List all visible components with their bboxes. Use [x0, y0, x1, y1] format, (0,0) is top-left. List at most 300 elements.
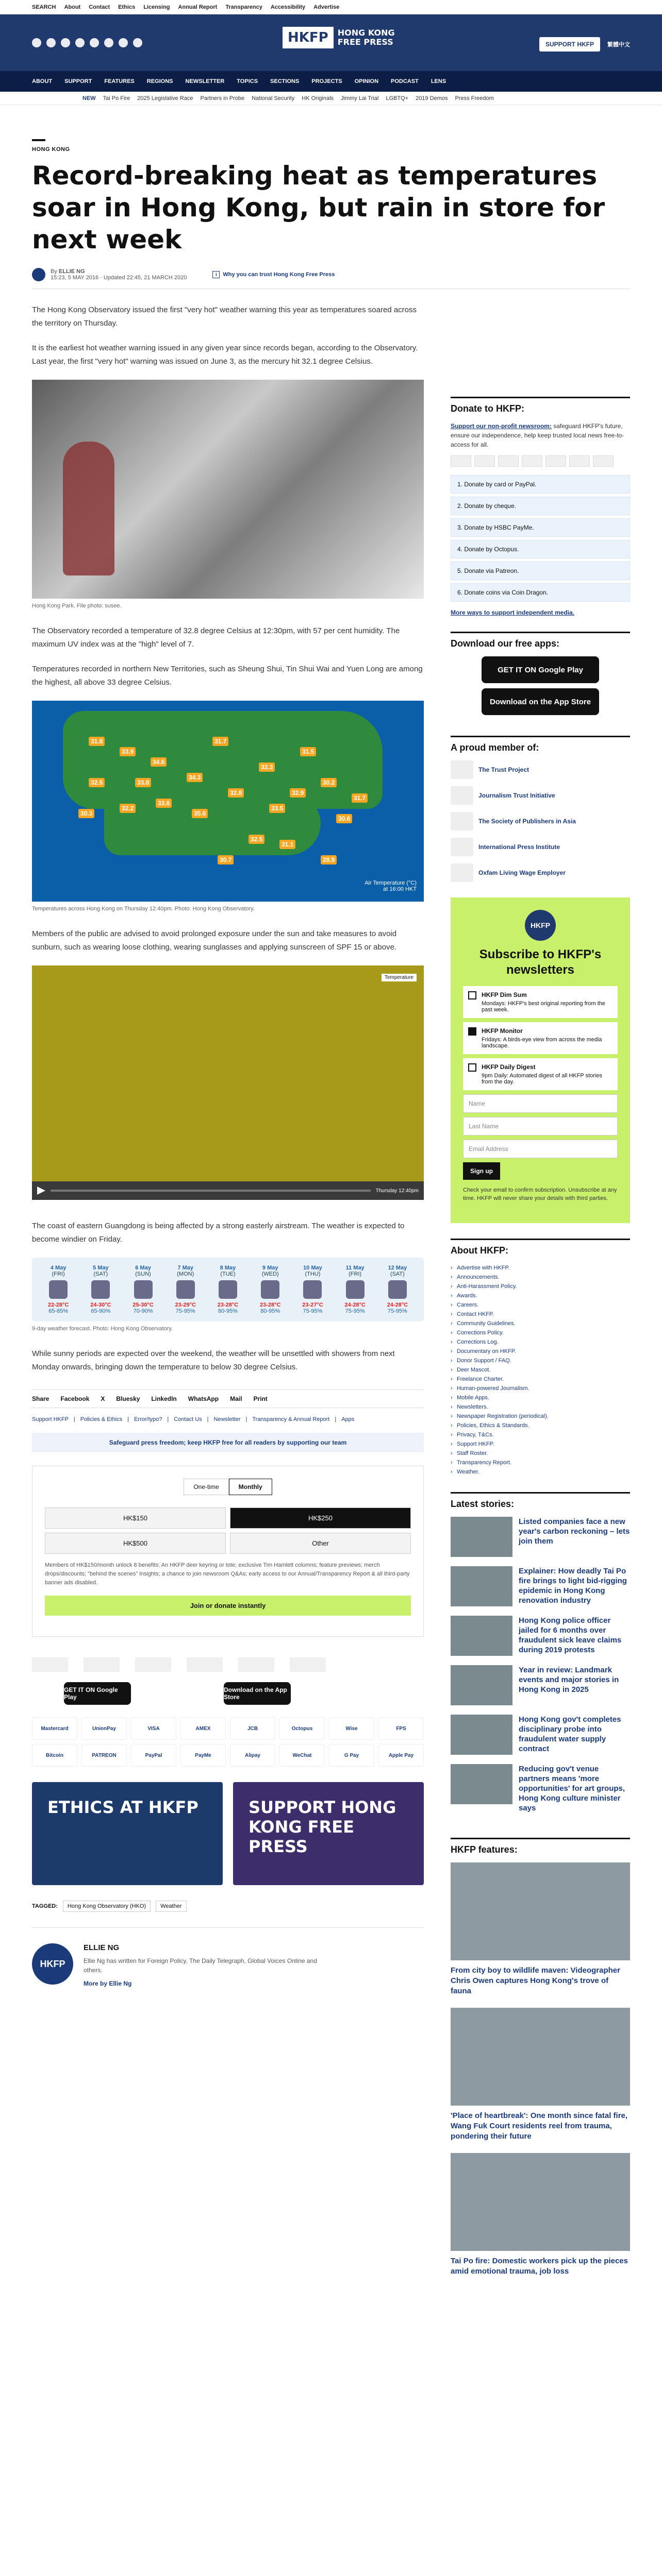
forecast-day	[251, 1265, 289, 1314]
topbar-link[interactable]: Accessibility	[270, 4, 306, 10]
linkedin-icon[interactable]	[90, 38, 99, 47]
author-box	[32, 1927, 424, 1987]
author-name[interactable]: ELLIE NG	[84, 1943, 120, 1952]
hkpa-logo[interactable]	[290, 1657, 326, 1672]
forecast-humidity: 70-90%	[133, 1308, 153, 1314]
jti-logo[interactable]	[84, 1657, 120, 1672]
forecast-weekday: (WED)	[261, 1271, 279, 1277]
payment-method[interactable]: PayPal	[131, 1744, 176, 1767]
share-bar	[32, 1389, 424, 1408]
logo-mark: HKFP	[283, 27, 334, 48]
forecast-temp: 24-28°C	[387, 1302, 408, 1308]
temperature-animation[interactable]	[32, 965, 424, 1200]
member-org[interactable]	[451, 863, 630, 882]
share-button[interactable]: WhatsApp	[188, 1395, 219, 1402]
latest-story[interactable]	[451, 1715, 630, 1755]
about-link[interactable]: › Support HKFP.	[451, 1439, 630, 1449]
promo-banners	[32, 1782, 424, 1885]
map-legend: Air Temperature (°C) at 16:00 HKT	[365, 880, 417, 892]
about-link[interactable]: › Mobile Apps.	[451, 1393, 630, 1402]
app-store-button[interactable]: Download on the App Store	[224, 1682, 291, 1705]
share-button[interactable]: Facebook	[60, 1395, 90, 1402]
share-button[interactable]: X	[101, 1395, 105, 1402]
more-ways-link[interactable]: More ways to support independent media.	[451, 609, 575, 616]
story-thumbnail	[451, 1517, 512, 1557]
trending-bar	[0, 92, 662, 105]
story-thumbnail	[451, 1566, 512, 1606]
nav-item[interactable]: OPINION	[354, 78, 379, 84]
member-name: International Press Institute	[478, 843, 560, 851]
forecast-temp: 23-28°C	[259, 1302, 281, 1308]
article-footer-links	[32, 1416, 424, 1422]
forecast-temp: 24-28°C	[344, 1302, 366, 1308]
facebook-icon[interactable]	[32, 38, 41, 47]
about-link[interactable]: › Newspaper Registration (periodical).	[451, 1412, 630, 1421]
sign-up-button[interactable]: Sign up	[463, 1162, 500, 1180]
forecast-weekday: (MON)	[177, 1271, 194, 1277]
nav-item[interactable]: PROJECTS	[311, 78, 342, 84]
amount-option[interactable]: HK$150	[45, 1507, 226, 1529]
amount-option[interactable]: HK$500	[45, 1533, 226, 1554]
forecast-date: 11 May	[345, 1265, 365, 1271]
sidebar	[451, 397, 630, 2288]
donate-link[interactable]: Support our non-profit newsroom:	[451, 422, 552, 430]
member-org[interactable]	[451, 812, 630, 831]
amount-option-selected[interactable]: HK$250	[230, 1507, 411, 1529]
oxfam-logo[interactable]	[238, 1657, 274, 1672]
youtube-icon[interactable]	[104, 38, 113, 47]
paragraph: The Observatory recorded a temperature of 32.8 degree Celsius at 12:30pm, with 57 per cent humidity. The maximum UV index was at the "high" level of 7.	[32, 626, 400, 649]
share-button[interactable]: Mail	[230, 1395, 242, 1402]
checkbox[interactable]	[468, 1063, 476, 1072]
topbar-link[interactable]: Licensing	[143, 4, 170, 10]
temperature-label: 33.6	[156, 799, 172, 808]
member-logo	[451, 812, 473, 831]
latest-story[interactable]	[451, 1566, 630, 1606]
language-switch[interactable]: 繁體中文	[607, 42, 630, 48]
payment-method[interactable]: PayMe	[180, 1744, 226, 1767]
story-headline: Hong Kong gov't completes disciplinary probe into fraudulent water supply contract	[519, 1715, 621, 1753]
donate-widget	[32, 1466, 424, 1637]
newsletter-option[interactable]	[463, 1022, 618, 1054]
footer-link[interactable]: Newsletter	[213, 1416, 241, 1422]
about-link[interactable]: › Staff Roster.	[451, 1449, 630, 1458]
threads-icon[interactable]	[75, 38, 85, 47]
footer-link[interactable]: Support HKFP	[32, 1416, 69, 1422]
tags-label: TAGGED:	[32, 1903, 58, 1909]
forecast-humidity: 65-90%	[91, 1308, 111, 1314]
about-link[interactable]: › Freelance Charter.	[451, 1375, 630, 1384]
story-thumbnail	[451, 1764, 512, 1804]
about-link[interactable]: › Announcements.	[451, 1273, 630, 1282]
temperature-label: 31.8	[89, 737, 105, 746]
footer-link[interactable]: Policies & Ethics	[80, 1416, 123, 1422]
temperature-label: 32.3	[259, 762, 275, 772]
donate-payment-icons	[451, 455, 630, 467]
story-headline: Listed companies face a new year's carbon reckoning – lets join them	[519, 1517, 630, 1546]
about-link[interactable]: › Transparency Report.	[451, 1458, 630, 1467]
forecast-weekday: (THU)	[305, 1271, 321, 1277]
nav-item[interactable]: NEWSLETTER	[185, 78, 225, 84]
amount-option[interactable]: Other	[230, 1533, 411, 1554]
topbar-link[interactable]: Ethics	[118, 4, 136, 10]
photo-subject	[63, 442, 114, 575]
trending-link[interactable]: 2019 Demos	[416, 95, 448, 101]
temperature-label: 32.2	[120, 804, 136, 813]
social-icons	[32, 38, 142, 47]
newsletter-option[interactable]	[463, 986, 618, 1018]
payment-method[interactable]: VISA	[131, 1717, 176, 1740]
payment-method[interactable]: AMEX	[180, 1717, 226, 1740]
logo-text: HONG KONG FREE PRESS	[337, 28, 395, 47]
ethics-banner[interactable]: ETHICS AT HKFP	[32, 1782, 223, 1885]
x-icon[interactable]	[46, 38, 56, 47]
feature-headline: From city boy to wildlife maven: Videographer Chris Owen captures Hong Kong's trove of fauna	[451, 1966, 620, 1995]
amount-options	[45, 1507, 411, 1554]
newsletter-title: Subscribe to HKFP's newsletters	[479, 947, 602, 977]
article-title: Record-breaking heat as temperatures soar in Hong Kong, but rain in store for next week	[32, 161, 605, 255]
payment-method[interactable]: UnionPay	[81, 1717, 127, 1740]
forecast-temp: 24-30°C	[90, 1302, 111, 1308]
trending-link[interactable]: National Security	[252, 95, 295, 101]
latest-story[interactable]	[451, 1616, 630, 1656]
feature-thumbnail	[451, 1862, 630, 1960]
story-headline: Hong Kong police officer jailed for 6 months over fraudulent sick leave claims during 2019 protests	[519, 1616, 622, 1654]
member-name: The Trust Project	[478, 766, 529, 773]
frequency-toggle	[32, 1479, 423, 1495]
link-separator: |	[73, 1416, 75, 1422]
feature-story[interactable]	[451, 1862, 630, 1996]
forecast-temp: 22-28°C	[47, 1302, 69, 1308]
nav-item[interactable]: REGIONS	[146, 78, 173, 84]
member-benefits: Members of HK$150/month unlock 8 benefits: An HKFP deer keyring or tote; exclusive Tim Hamlett columns; feature previews; merch drops/discounts; "behind the scenes" insights; a chance to join newsroom Q&As; early access to our Annual/Transparency Report & all third-party banner ads disabled.	[45, 1562, 410, 1586]
about-link[interactable]: › Community Guidelines.	[451, 1319, 630, 1328]
paragraph: The Hong Kong Observatory issued the first "very hot" weather warning this year as temperatures soared across the territory on Thursday.	[32, 306, 417, 328]
link-separator: |	[335, 1416, 337, 1422]
checkbox[interactable]	[468, 991, 476, 999]
paragraph: It is the earliest hot weather warning issued in any given year since records began, according to the Observatory. Last year, the first "very hot" warning was issued on June 3, as the mercury hit 32.1 degree Celsius.	[32, 344, 418, 366]
share-button[interactable]: Bluesky	[116, 1395, 140, 1402]
story-headline: Explainer: How deadly Tai Po fire brings to light bid-rigging epidemic in Hong Kong renovation industry	[519, 1567, 627, 1605]
temperature-label: 32.5	[89, 778, 105, 787]
forecast-date: 6 May	[135, 1265, 151, 1271]
trending-link[interactable]: Press Freedom	[455, 95, 494, 101]
newsletter-desc: 9pm Daily: Automated digest of all HKFP stories from the day.	[482, 1073, 602, 1085]
video-controls	[32, 1181, 424, 1200]
payment-method[interactable]: Alipay	[230, 1744, 275, 1767]
trust-link[interactable]: i Why you can trust Hong Kong Free Press	[212, 271, 335, 278]
trending-link[interactable]: LGBTQ+	[386, 95, 409, 101]
weather-icon	[219, 1280, 237, 1299]
share-label: Share	[32, 1395, 49, 1402]
payment-method[interactable]: WeChat	[279, 1744, 325, 1767]
forecast-caption: 9-day weather forecast. Photo: Hong Kong Observatory.	[32, 1326, 173, 1332]
support-hkfp-button[interactable]: SUPPORT HKFP	[539, 37, 600, 52]
hkfp-logo: HKFP	[525, 910, 556, 941]
payment-method[interactable]: FPS	[378, 1717, 424, 1740]
latest-title: Latest stories:	[451, 1492, 630, 1510]
forecast-temp: 25-30°C	[133, 1302, 154, 1308]
topbar-link[interactable]: Transparency	[225, 4, 262, 10]
story-headline: Year in review: Landmark events and major stories in Hong Kong in 2025	[519, 1666, 619, 1694]
latest-story[interactable]	[451, 1665, 630, 1705]
paragraph: While sunny periods are expected over the weekend, the weather will be unsettled with showers from next Monday onwards, bringing down the temperature to below 30 degree Celsius.	[32, 1349, 395, 1371]
temperature-label: 34.6	[151, 757, 167, 767]
ipi-logo[interactable]	[187, 1657, 223, 1672]
footer-link[interactable]: Contact Us	[174, 1416, 202, 1422]
share-button[interactable]: Print	[253, 1395, 268, 1402]
weather-icon	[388, 1280, 407, 1299]
name-field[interactable]: Name	[463, 1094, 618, 1113]
safeguard-banner[interactable]: Safeguard press freedom; keep HKFP free for all readers by supporting our team	[32, 1433, 424, 1452]
google-play-button[interactable]: GET IT ON Google Play	[64, 1682, 131, 1705]
member-name: Journalism Trust Initiative	[478, 792, 555, 799]
latest-story[interactable]	[451, 1517, 630, 1557]
animation-label: Temperature	[382, 974, 417, 981]
nav-item[interactable]: PODCAST	[391, 78, 419, 84]
about-link[interactable]: › Contact HKFP.	[451, 1310, 630, 1319]
temperature-label: 31.5	[300, 747, 316, 756]
weather-icon	[91, 1280, 110, 1299]
forecast-humidity: 75-95%	[387, 1308, 407, 1314]
link-separator: |	[207, 1416, 209, 1422]
one-time-tab[interactable]: One-time	[184, 1479, 228, 1495]
partner-logos	[32, 1657, 424, 1672]
google-play-button[interactable]: GET IT ON Google Play	[482, 656, 599, 683]
nav-item[interactable]: LENS	[431, 78, 446, 84]
about-link[interactable]: › Awards.	[451, 1291, 630, 1300]
weather-icon	[303, 1280, 322, 1299]
about-link[interactable]: › Anti-Harassment Policy.	[451, 1282, 630, 1291]
donate-option[interactable]: 6. Donate coins via Coin Dragon.	[451, 583, 630, 602]
newsletter-name: HKFP Dim Sum	[482, 991, 527, 998]
member-org[interactable]	[451, 760, 630, 779]
tags	[32, 1901, 424, 1912]
forecast-day	[81, 1265, 120, 1314]
instagram-icon[interactable]	[61, 38, 70, 47]
weather-icon	[176, 1280, 195, 1299]
member-org[interactable]	[451, 838, 630, 856]
forecast-date: 4 May	[50, 1265, 67, 1271]
topbar-link[interactable]: Contact	[89, 4, 110, 10]
newsletter-note: Check your email to confirm subscription. Unsubscribe at any time. HKFP will never share your details with third parties.	[463, 1187, 617, 1201]
payment-method[interactable]: PATREON	[81, 1744, 127, 1767]
temperature-label: 32.5	[249, 835, 264, 844]
animation-time: Thursday 12:40pm	[375, 1188, 419, 1194]
member-logo	[451, 863, 473, 882]
paragraph: Members of the public are advised to avoid prolonged exposure under the sun and take measures to avoid sunburn, such as wearing loose clothing, wearing sunglasses and applying sunscreen of SPF 15 or above.	[32, 929, 397, 952]
map-caption: Temperatures across Hong Kong on Thursday 12:40pm. Photo: Hong Kong Observatory.	[32, 906, 255, 912]
bluesky-icon[interactable]	[119, 38, 128, 47]
about-link[interactable]: › Careers.	[451, 1300, 630, 1310]
about-link[interactable]: › Advertise with HKFP.	[451, 1263, 630, 1273]
nav-item[interactable]: ABOUT	[32, 78, 53, 84]
about-link[interactable]: › Corrections Log.	[451, 1337, 630, 1347]
member-name: The Society of Publishers in Asia	[478, 818, 576, 825]
play-icon[interactable]	[37, 1187, 45, 1195]
info-icon: i	[212, 271, 220, 278]
feature-headline: 'Place of heartbreak': One month since fatal fire, Wang Fuk Court residents reel from trauma, pondering their future	[451, 2111, 628, 2141]
about-link[interactable]: › Privacy, T&Cs.	[451, 1430, 630, 1439]
feature-thumbnail	[451, 2153, 630, 2251]
app-store-button[interactable]: Download on the App Store	[482, 688, 599, 715]
forecast-humidity: 75-95%	[345, 1308, 365, 1314]
about-link[interactable]: › Donor Support / FAQ.	[451, 1356, 630, 1365]
topbar-link[interactable]: Advertise	[313, 4, 340, 10]
payment-method[interactable]: Mastercard	[32, 1717, 77, 1740]
author-avatar	[32, 268, 45, 281]
member-name: Oxfam Living Wage Employer	[478, 869, 566, 876]
apps-title: Download our free apps:	[451, 632, 630, 649]
payment-method[interactable]: Bitcoin	[32, 1744, 77, 1767]
story-headline: Reducing gov't venue partners means 'more opportunities' for art groups, Hong Kong culture minister says	[519, 1765, 625, 1812]
feature-story[interactable]	[451, 2008, 630, 2142]
temperature-label: 35.6	[192, 809, 208, 818]
sopa-logo[interactable]	[135, 1657, 171, 1672]
trust-project-logo[interactable]	[32, 1657, 68, 1672]
topbar-link[interactable]: About	[64, 4, 81, 10]
temperature-label: 30.6	[336, 814, 352, 823]
topbar-link[interactable]: SEARCH	[32, 4, 56, 10]
forecast-temp: 23-29°C	[175, 1302, 196, 1308]
forecast-date: 8 May	[220, 1265, 236, 1271]
forecast-day	[167, 1265, 205, 1314]
donate-option[interactable]: 4. Donate by Octopus.	[451, 540, 630, 558]
newsletter-option[interactable]	[463, 1058, 618, 1090]
trending-link[interactable]: HK Originals	[302, 95, 334, 101]
forecast-humidity: 65-85%	[48, 1308, 69, 1314]
about-title: About HKFP:	[451, 1239, 630, 1256]
forecast-day	[293, 1265, 332, 1314]
forecast-temp: 23-28°C	[217, 1302, 239, 1308]
trending-link[interactable]: Jimmy Lai Trial	[341, 95, 379, 101]
publish-dates: 15:23, 5 MAY 2016 · Updated 22:45, 21 MARCH 2020	[51, 275, 187, 281]
timeline-track[interactable]	[51, 1190, 371, 1192]
more-by-author-link[interactable]: More by Ellie Ng	[84, 1980, 132, 1987]
story-thumbnail	[451, 1616, 512, 1656]
footer-link[interactable]: Error/typo?	[134, 1416, 162, 1422]
temperature-label: 33.5	[269, 804, 285, 813]
features-title: HKFP features:	[451, 1838, 630, 1855]
nav-item[interactable]: SUPPORT	[64, 78, 92, 84]
payment-method[interactable]: JCB	[230, 1717, 275, 1740]
weather-icon	[134, 1280, 153, 1299]
author-name[interactable]: ELLIE NG	[58, 268, 85, 275]
member-org[interactable]	[451, 786, 630, 805]
about-link[interactable]: › Policies, Ethics & Standards.	[451, 1421, 630, 1430]
forecast-day	[124, 1265, 162, 1314]
story-thumbnail	[451, 1665, 512, 1705]
forecast-temp: 23-27°C	[302, 1302, 323, 1308]
forecast-weekday: (TUE)	[220, 1271, 236, 1277]
about-link[interactable]: › Weather.	[451, 1467, 630, 1477]
about-link[interactable]: › Corrections Policy.	[451, 1328, 630, 1337]
nine-day-forecast	[32, 1258, 424, 1321]
temperature-label: 32.9	[290, 788, 306, 798]
donate-option[interactable]: 1. Donate by card or PayPal.	[451, 475, 630, 494]
nav-item[interactable]: SECTIONS	[270, 78, 300, 84]
donate-option[interactable]: 2. Donate by cheque.	[451, 497, 630, 515]
share-button[interactable]: LinkedIn	[151, 1395, 177, 1402]
author-bio: Ellie Ng has written for Foreign Policy, The Daily Telegraph, Global Voices Online and others.	[84, 1957, 317, 1974]
temperature-label: 30.2	[321, 778, 337, 787]
forecast-humidity: 80-95%	[218, 1308, 238, 1314]
hkfp-logo[interactable]	[283, 27, 395, 48]
forecast-day	[209, 1265, 247, 1314]
feature-story[interactable]	[451, 2153, 630, 2277]
member-title: A proud member of:	[451, 736, 630, 753]
temperature-label: 28.9	[321, 855, 337, 865]
join-button[interactable]: Join or donate instantly	[45, 1596, 411, 1616]
temperature-label: 31.1	[279, 840, 295, 849]
about-link[interactable]: › Deer Mascot.	[451, 1365, 630, 1375]
email-field[interactable]: Email Address	[463, 1140, 618, 1158]
forecast-weekday: (SAT)	[390, 1271, 405, 1277]
about-link[interactable]: › Human-powered Journalism.	[451, 1384, 630, 1393]
member-logo	[451, 838, 473, 856]
trending-link[interactable]: 2025 Legislative Race	[137, 95, 193, 101]
forecast-date: 12 May	[388, 1265, 407, 1271]
member-logo	[451, 786, 473, 805]
nav-item[interactable]: FEATURES	[104, 78, 135, 84]
temperature-label: 32.8	[228, 788, 244, 798]
latest-story[interactable]	[451, 1764, 630, 1813]
donate-text: Support our non-profit newsroom: safeguard HKFP's future, ensure our independence, help keep trusted local news free-to-access for all.	[451, 422, 624, 448]
forecast-day	[336, 1265, 374, 1314]
temperature-label: 31.7	[352, 793, 368, 803]
checkbox-checked[interactable]	[468, 1027, 476, 1036]
monthly-tab[interactable]: Monthly	[229, 1479, 272, 1495]
trending-new-label: NEW	[82, 95, 96, 101]
trending-link[interactable]: Tai Po Fire	[103, 95, 130, 101]
paragraph: Temperatures recorded in northern New Territories, such as Sheung Shui, Tin Shui Wai and Yuen Long are among the highest, all above 33 degree Celsius.	[32, 665, 423, 687]
photo-caption: Hong Kong Park. File photo: susee.	[32, 603, 122, 609]
support-banner[interactable]: SUPPORT HONG KONG FREE PRESS	[233, 1782, 424, 1885]
payment-method[interactable]: G Pay	[329, 1744, 374, 1767]
temperature-map	[32, 701, 424, 902]
byline-prefix: By	[51, 268, 57, 275]
link-separator: |	[245, 1416, 247, 1422]
forecast-weekday: (SAT)	[93, 1271, 108, 1277]
paragraph: The coast of eastern Guangdong is being affected by a strong easterly airstream. The weather is expected to become windier on Friday.	[32, 1222, 405, 1244]
category-kicker[interactable]: HONG KONG	[32, 146, 70, 152]
last-name-field[interactable]: Last Name	[463, 1117, 618, 1136]
tag-link[interactable]: Weather	[156, 1901, 186, 1912]
park-photo	[32, 380, 424, 599]
about-link[interactable]: › Newsletters.	[451, 1402, 630, 1412]
donate-option[interactable]: 5. Donate via Patreon.	[451, 562, 630, 580]
link-separator: |	[167, 1416, 169, 1422]
topbar-link[interactable]: Annual Report	[178, 4, 218, 10]
trending-link[interactable]: Partners in Probe	[200, 95, 245, 101]
payment-method[interactable]: Octopus	[279, 1717, 325, 1740]
mail-icon[interactable]	[133, 38, 142, 47]
footer-link[interactable]: Transparency & Annual Report	[252, 1416, 330, 1422]
forecast-weekday: (FRI)	[349, 1271, 362, 1277]
temperature-label: 34.3	[187, 773, 203, 782]
nav-item[interactable]: TOPICS	[237, 78, 258, 84]
newsletter-name: HKFP Daily Digest	[482, 1063, 536, 1071]
payment-method[interactable]: Wise	[329, 1717, 374, 1740]
top-utility-bar	[0, 0, 662, 14]
forecast-humidity: 75-95%	[303, 1308, 323, 1314]
footer-link[interactable]: Apps	[341, 1416, 355, 1422]
forecast-date: 7 May	[177, 1265, 194, 1271]
payment-method[interactable]: Apple Pay	[378, 1744, 424, 1767]
about-link[interactable]: › Documentary on HKFP.	[451, 1347, 630, 1356]
tag-link[interactable]: Hong Kong Observatory (HKO)	[63, 1901, 151, 1912]
donate-option[interactable]: 3. Donate by HSBC PayMe.	[451, 518, 630, 537]
